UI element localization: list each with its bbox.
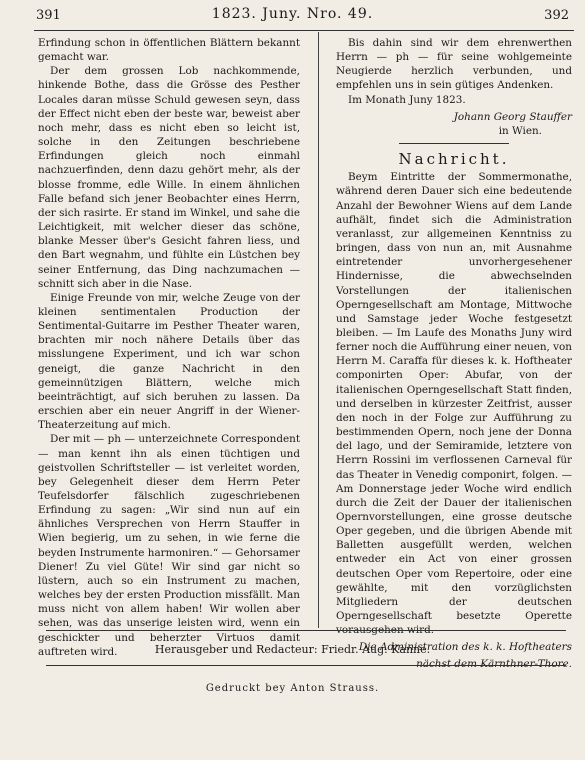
paragraph: Erfindung schon in öffentlichen Blättern bekannt gemacht war. [38, 37, 300, 64]
admin-signature-line-1: Die Administration des k. k. Hoftheaters [358, 641, 572, 654]
footer-rule-top [46, 630, 566, 631]
notice-heading: Nachricht. [398, 150, 510, 169]
left-column [38, 36, 300, 659]
paragraph: Der mit — ph — unterzeichnete Correspondent — man kennt ihn als einen tüchtigen und geistvollen Schriftsteller — ist verleitet worden, bey Gelegenheit dieser dem Herrn Peter Teufelsdorfer fälschlich zugeschriebenen Erfindung zu sagen: „Wir sind nun auf ein ähnliches Versprechen von Herrn Stauffer in Wien begierig, um zu sehen, in wie ferne die beyden Instrumente harmoniren.“ — Gehorsamer Diener! Zu viel Güte! Wir sind gar nicht so lüstern, auch so ein Instrument zu machen, welches bey der ersten Production missfällt. Man muss nicht von allem haben! Wir wollen aber sehen, was das unserige leisten wird, wenn ein geschickter und beherzter Virtuos damit auftreten wird. [38, 433, 301, 658]
printer-line: Gedruckt bey Anton Strauss. [205, 683, 380, 694]
footer-rule-bottom [46, 665, 566, 666]
intro-paragraph: Bis dahin sind wir dem ehrenwerthen Herrn — ph — für seine wohlgemeinte Neugierde herzlich verbunden, und empfehlen uns in sein gütiges Andenken. [336, 37, 572, 92]
column-divider [318, 32, 319, 628]
paragraph: Einige Freunde von mir, welche Zeuge von der kleinen sentimentalen Production der Sentimental-Guitarre im Pesther Theater waren, brachten mir noch nähere Details über das misslungene Experiment, und ich war schon geneigt, die ganze Nachricht in den gemeinnützigen Blättern, welche mich beeinträchtigt, auf sich beruhen zu lassen. Da erschien aber ein neuer Angriff in der Wiener-Theaterzeitung auf mich. [38, 291, 300, 432]
notice-paragraph: Beym Eintritte der Sommermonathe, während deren Dauer sich eine bedeutende Anzahl der Bewohner Wiens auf dem Lande aufhält, findet sich die Administration veranlasst, zur allgemeinen Kenntniss zu bringen, dass von nun an, mit Ausnahme eintretender unvorhergesehener Hindernisse, die abwechselnden Vorstellungen der italienischen Operngesellschaft am Montage, Mittwoche und Samstage jeder Woche festgesetzt bleiben. — Im Laufe des Monaths Juny wird ferner noch die Aufführung einer neuen, von Herrn M. Caraffa für dieses k. k. Hoftheater componirten Oper: Abufar, von der italienischen Operngesellschaft Statt finden, und derselben in kürzester Zeitfrist, ausser den noch in der Folge zur Aufführung zu bestimmenden Opern, noch jene der Donna del lago, und der Semiramide, letztere von Herrn Rossini im verflossenen Carneval für das Theater in Venedig componirt, folgen. — Am Donnerstage jeder Woche wird endlich durch die Zeit der Dauer der italienischen Opernvorstellungen, eine grosse deutsche Oper gegeben, und die übrigen Abende mit Balletten ausgefüllt werden, welchen entweder ein Act von einer grossen deutschen Oper vom Repertoire, oder eine gewählte, mit den vorzüglichsten Mitgliedern der deutschen Operngesellschaft besetzte Operette vorausgehen wird. [336, 171, 572, 637]
page-number-right: 392 [544, 8, 569, 23]
admin-signature-line-2: nächst dem Kärnthner-Thore. [416, 658, 572, 671]
section-separator [399, 143, 509, 144]
signature-name: Johann Georg Stauffer [453, 110, 572, 123]
page-number-left: 391 [36, 8, 61, 23]
right-column [336, 36, 572, 671]
running-head: 1823. Juny. Nro. 49. [211, 6, 374, 22]
dateline: Im Monath Juny 1823. [348, 93, 466, 106]
paragraph: Der dem grossen Lob nachkommende, hinkende Bothe, dass die Grösse des Pesther Locales daran müsse Schuld gewesen seyn, dass der Effect nicht eben der beste war, beweist aber noch mehr, dass es nicht eben so leicht ist, solche in den Zeitungen beschriebene Erfindungen gleich noch einmahl nachzuerfinden, denn dazu gehört mehr, als der blosse fromme, edle Wille. In einem ähnlichen Falle befand sich jener Beobachter eines Herrn, der sich rasirte. Er stand im Winkel, und sahe die Leichtigkeit, mit welcher dieser das schöne, blanke Messer über's Gesicht fahren liess, und den Bart wegnahm, und fühlte ein Lüstchen bey seiner Entfernung, das Ding nachzumachen — schnitt sich aber in die Nase. [38, 65, 300, 290]
header-rule [34, 30, 574, 31]
editor-line: Herausgeber und Redacteur: Friedr. Aug. Kanne. [154, 643, 431, 656]
signature-place: in Wien. [498, 124, 542, 137]
